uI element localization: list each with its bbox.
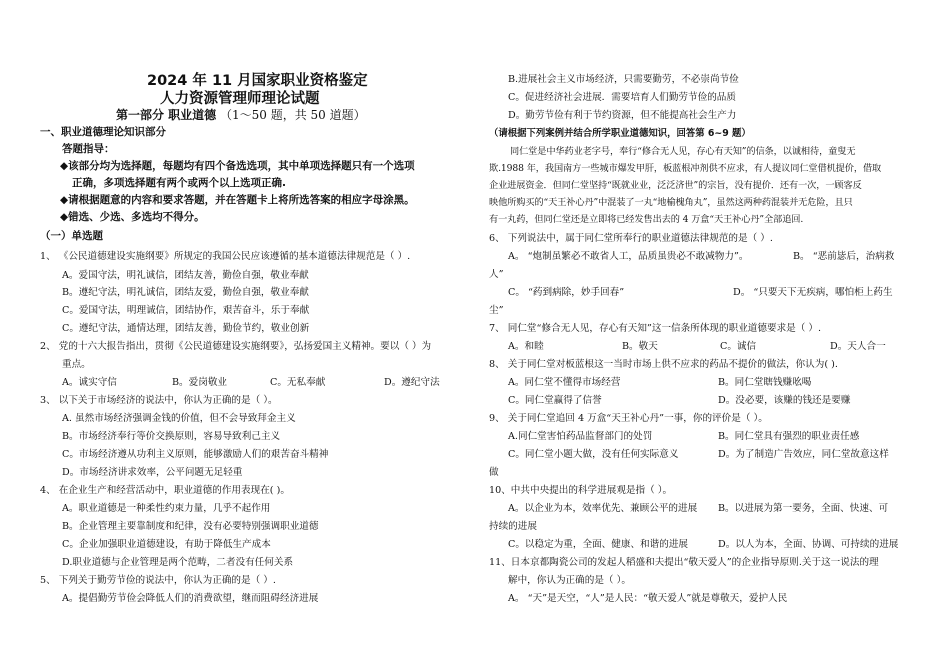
option-line: C。市场经济遵从功利主义原则，能够激励人们的艰苦奋斗精神	[62, 449, 329, 460]
case-text: 欺.1988 年，我国南方一些城市爆发甲肝，板蓝根冲剂供不应求，有人提议同仁堂借机提价，借取	[489, 163, 882, 174]
option-line: C。爱国守法，明理诚信，团结协作，艰苦奋斗，乐于奉献	[62, 305, 310, 316]
exam-title-line2: 人力资源管理师理论试题	[160, 91, 320, 107]
option-d: D。 “只要天下无疾病，哪怕柜上药生	[733, 287, 893, 298]
option-d: D。以人为本，全面、协调、可持续的进展	[718, 539, 899, 550]
option-d: D。天人合一	[830, 341, 886, 352]
guide-bullet-1: ◆该部分均为选择题，每题均有四个备选选项，其中单项选择题只有一个选项	[60, 160, 415, 172]
option-line: C。遵纪守法，通情达理，团结友善，勤俭节约，敬业创新	[62, 323, 310, 334]
option-a: A.同仁堂害怕药品监督部门的处罚	[508, 431, 653, 442]
question-11-cont: 解中，你认为正确的是（ ）。	[508, 575, 631, 586]
option-c: C。同仁堂赢得了信誉	[508, 395, 602, 406]
exam-title-line1: 2024 年 11 月国家职业资格鉴定	[147, 73, 368, 89]
case-instruction: （请根据下列案例并结合所学职业道德知识，回答第 6~9 题）	[489, 128, 751, 139]
option-a: A。同仁堂不懂得市场经营	[508, 377, 621, 388]
option-line: A. 虽然市场经济强调金钱的价值，但不会导致拜金主义	[62, 413, 296, 424]
option-c: C。诚信	[720, 341, 757, 352]
option-d: D。为了制造广告效应，同仁堂故意这样	[718, 449, 889, 460]
option-line: C。促进经济社会进展．需要培育人们勤劳节俭的品质	[508, 92, 736, 103]
option-line: B。市场经济奉行等价交换原则，容易导致利己主义	[62, 431, 281, 442]
option-b-cont: 持续的进展	[489, 521, 537, 532]
option-a: A。 “炮制虽繁必不敢省人工，品质虽贵必不敢减物力”。	[508, 251, 749, 262]
option-c: C。 “药到病除，妙手回春”	[508, 287, 625, 298]
part-title: 第一部分 职业道德	[116, 108, 217, 122]
option-b: B。同仁堂具有强烈的职业责任感	[718, 431, 860, 442]
option-d: D。遵纪守法	[384, 377, 440, 388]
case-text: 映他所购买的“天王补心丹”中混装了一丸“地榆槐角丸”，虽然这两种药混装并无危险，且只	[489, 197, 853, 208]
option-d-cont: 做	[489, 467, 499, 478]
question-2: 2、 党的十六大报告指出，贯彻《公民道德建设实施纲要》，弘扬爱国主义精神。要以（ ）为	[40, 341, 432, 352]
part-heading	[116, 108, 366, 123]
case-text: 有一丸药，但同仁堂还是立即将已经发售出去的 4 万盒“天王补心丹”全部追回.	[489, 214, 804, 225]
section-heading: 一、职业道德理论知识部分	[40, 126, 166, 138]
option-b: B。 “恶前毖后，治病救	[793, 251, 895, 262]
option-line: B。遵纪守法，明礼诚信，团结友爱，勤俭自强，敬业奉献	[62, 287, 309, 298]
option-b: B。以进展为第一要务，全面、快速、可	[718, 503, 889, 514]
guide-bullet-3: ◆错选、少选、多选均不得分。	[60, 211, 205, 223]
question-11: 11、日本京都陶瓷公司的发起人稻盛和夫提出“敬天爱人”的企业指导原则.关于这一说法的理	[489, 557, 879, 568]
option-line: A。提倡勤劳节俭会降低人们的消费欲望，继而阻碍经济进展	[62, 593, 319, 604]
option-b-cont: 人”	[489, 269, 504, 280]
option-line: A。爱国守法，明礼诚信，团结友善，勤俭自强，敬业奉献	[62, 270, 309, 281]
option-line: D。市场经济讲求效率，公平问题无足轻重	[62, 467, 243, 478]
option-line: B.进展社会主义市场经济，只需要勤劳，不必崇尚节俭	[508, 74, 739, 85]
single-choice-heading: （一）单选题	[40, 230, 103, 242]
case-text: 同仁堂是中华药业老字号，奉行“修合无人见，存心有天知”的信条，以诚相待，童叟无	[510, 146, 856, 157]
question-3: 3、 以下关于市场经济的说法中，你认为正确的是（ ）。	[40, 395, 278, 406]
guide-label: 答题指导：	[62, 143, 115, 155]
option-line: D。勤劳节俭有利于节约资源，但不能提高社会生产力	[508, 110, 737, 121]
option-line: C。企业加强职业道德建设，有助于降低生产成本	[62, 539, 271, 550]
option-c: C。无私奉献	[270, 377, 326, 388]
option-a: A。 “天”是天空，“人”是人民：“敬天爱人”就是尊敬天，爱护人民	[508, 593, 788, 604]
guide-bullet-1-cont: 正确，多项选择题有两个或两个以上选项正确.	[72, 177, 286, 189]
option-c: C。以稳定为重，全面、健康、和谐的进展	[508, 539, 689, 550]
question-5: 5、 下列关于勤劳节俭的说法中，你认为正确的是（ ）.	[40, 575, 276, 586]
question-4: 4、 在企业生产和经营活动中，职业道德的作用表现在( )。	[40, 485, 290, 496]
option-b: B。爱岗敬业	[172, 377, 228, 388]
option-a: A。诚实守信	[62, 377, 117, 388]
option-d: D。没必要，该赚的钱还是要赚	[718, 395, 851, 406]
option-line: A。职业道德是一种柔性约束力量，几乎不起作用	[62, 503, 271, 514]
option-a: A。和睦	[508, 341, 544, 352]
case-text: 企业进展资金．但同仁堂坚持“既就业业，泛泛济世”的宗旨，没有提价．还有一次，一顾客反	[489, 180, 862, 191]
question-10: 10、中共中央提出的科学进展观是指（ ）。	[489, 485, 673, 496]
part-range: （1～50 题，共 50 道题）	[220, 108, 366, 122]
option-c: C。同仁堂小题大做，没有任何实际意义	[508, 449, 679, 460]
option-line: B。企业管理主要靠制度和纪律，没有必要特别强调职业道德	[62, 521, 319, 532]
option-b: B。同仁堂瞎钱赚吆喝	[718, 377, 812, 388]
question-6: 6、 下列说法中，属于同仁堂所奉行的职业道德法律规范的是（ ）.	[489, 233, 773, 244]
option-line: D.职业道德与企业管理是两个范畴，二者没有任何关系	[62, 557, 294, 568]
question-8: 8、 关于同仁堂对板蓝根这一当时市场上供不应求的药品不提价的做法，你认为( ).	[489, 359, 838, 370]
option-b: B。敬天	[622, 341, 658, 352]
option-a: A。以企业为本，效率优先、兼顾公平的进展	[508, 503, 698, 514]
question-1: 1、 《公民道德建设实施纲要》所规定的我国公民应该遵循的基本道德法律规范是（ ）.	[40, 251, 411, 262]
guide-bullet-2: ◆请根据题意的内容和要求答题，并在答题卡上将所选答案的相应字母涂黑。	[60, 194, 415, 206]
option-d-cont: 尘”	[489, 305, 504, 316]
question-2-cont: 重点。	[62, 359, 91, 370]
question-9: 9、 关于同仁堂追回 4 万盒“天王补心丹”一事，你的评价是（ ）。	[489, 413, 768, 424]
question-7: 7、 同仁堂“修合无人见，存心有天知”这一信条所体现的职业道德要求是（ ）.	[489, 323, 822, 334]
